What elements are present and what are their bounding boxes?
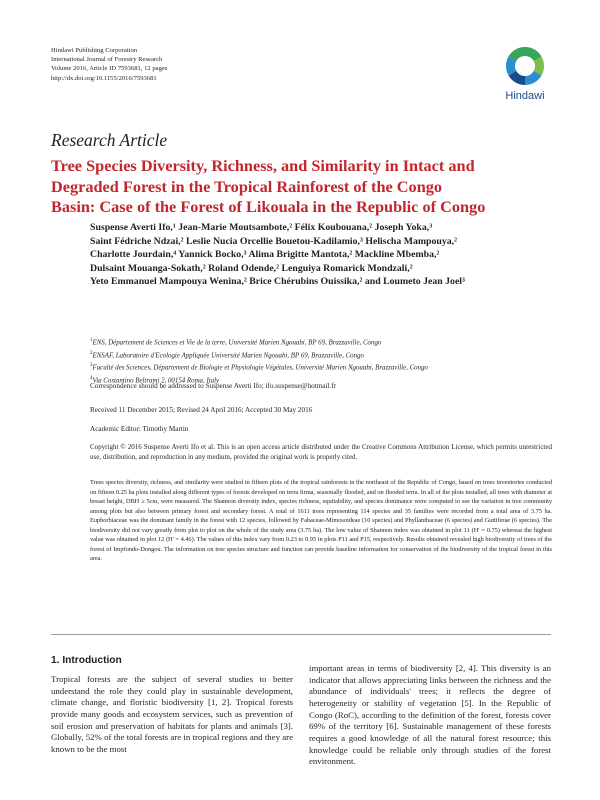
doi-link[interactable]: http://dx.doi.org/10.1155/2016/7593681 — [51, 74, 157, 82]
volume-info: Volume 2016, Article ID 7593681, 12 pages — [51, 65, 168, 73]
abstract: Trees species diversity, richness, and similarity were studied in fifteen plots of the tropical rainforests in the northeast of the Republic of Congo, based on trees inventories conducted on fifteen 0.25 ha plots installed along different types of forests developed on terra firma, seasonally flooded, and on flooded terra. In all of the plots installed, all trees with diameter at breast height, DBH ≥ 5cm, were measured. The Shannon diversity index, species richness, equitability, and species dominance were computed to see the variation in tree community among plots but also between primary forest and secondary forest. A total of 1611 trees representing 114 species and 35 families were recorded from a total area of 3.75 ha. Euphorbiaceae was the dominant family in the forest with 12 species, followed by Fabaceae-Mimosoideae (10 species) and Phyllanthaceae (6 species) and Guttiferae (6 species). The biodiversity did not vary greatly from plot to plot on the whole of the study area (3.75 ha). The low value of Shannon index was obtained in plot 11 (H' = 0.75) whereas the highest value was obtained in plot 12 (H' = 4.46). The values of this index vary from 0.23 to 0.95 in plots P11 and P15, respectively. Results obtained revealed high biodiversity of trees of the forest of Impfondo-Dongou. The information on tree species structure and function can provide baseline information for conservation of the biodiversity of the tropical forest in this area. — [90, 479, 552, 562]
article-dates: Received 11 December 2015; Revised 24 April 2016; Accepted 30 May 2016 — [90, 406, 313, 414]
author-line: Yeto Emmanuel Mampouya Wenina,² Brice Chérubins Ouissika,² and Loumeto Jean Joel³ — [90, 276, 465, 288]
body-text-right-column: important areas in terms of biodiversity [2, 4]. This diversity is an indicator that allows appreciating links between the richness and the abundance of individuals' trees; it reflects the degree of heterogeneity or stability of vegetation [5]. In the Republic of Congo (RoC), according to the definition of the forest, forests cover 69% of the territory [6]. Sustainable management of these forests requires a good knowledge of all the natural forest resource; this knowledge could be reliable only through studies of the forest environment. — [309, 663, 551, 767]
publication-info — [51, 46, 167, 83]
body-text-left-column: Tropical forests are the subject of several studies to better understand the role they could play in sustainable development, climate change, and floristic biodiversity [1, 2]. Tropical forests provide many goods and ecosystem services, such as prevention of soil erosion and preservation of habitats for plants and animals [3]. Globally, 52% of the total forests are in tropical regions and they are known to be the most — [51, 674, 293, 754]
affiliation-item: $^3$Faculté des Sciences, Département de Biologie et Physiologie Végétales, Université Marien Ngouabi, Brazzaville, Congo — [90, 363, 428, 372]
hindawi-logo-icon — [493, 44, 557, 90]
title-line: Basin: Case of the Forest of Likouala in the Republic of Congo — [51, 197, 486, 217]
journal-name: International Journal of Forestry Research — [51, 56, 163, 64]
affiliation-item: $^4$Via Costantino Beltrami 2, 00154 Roma, Italy — [90, 375, 220, 384]
hindawi-logo — [493, 44, 557, 104]
author-line: Saint Fédriche Ndzai,² Leslie Nucia Orcellie Bouetou-Kadilamio,³ Helischa Mampouya,² — [90, 235, 458, 247]
title-line: Tree Species Diversity, Richness, and Similarity in Intact and — [51, 156, 475, 175]
logo-text: Hindawi — [505, 90, 545, 102]
affiliations — [90, 336, 428, 386]
article-type: Research Article — [51, 130, 168, 150]
publisher-name: Hindawi Publishing Corporation — [51, 47, 138, 54]
paper-title — [51, 156, 551, 218]
affiliation-item: $^1$ENS, Département de Sciences et Vie de la terre, Université Marien Ngouabi, BP 69, Brazzaville, Congo — [90, 338, 382, 347]
divider — [51, 634, 551, 635]
author-list — [90, 221, 560, 289]
section-heading: 1. Introduction — [51, 655, 122, 666]
copyright-notice: Copyright © 2016 Suspense Averti Ifo et al. This is an open access article distributed under the Creative Commons Attribution License, which permits unrestricted use, distribution, and reproduction in any medium, provided the original work is properly cited. — [90, 443, 552, 461]
academic-editor: Academic Editor: Timothy Martin — [90, 425, 189, 433]
author-line: Suspense Averti Ifo,¹ Jean-Marie Moutsambote,² Félix Koubouana,² Joseph Yoka,³ — [90, 222, 433, 233]
author-line: Charlotte Jourdain,⁴ Yannick Bocko,³ Alima Brigitte Mantota,² Mackline Mbemba,² — [90, 249, 440, 261]
affiliation-item: $^2$ENSAF, Laboratoire d'Ecologie Appliquée Université Marien Ngouabi, BP 69, Brazzaville, Congo — [90, 350, 364, 359]
correspondence: Correspondence should be addressed to Suspense Averti Ifo; ifo.suspense@hotmail.fr — [90, 382, 337, 390]
title-line: Degraded Forest in the Tropical Rainforest of the Congo — [51, 176, 443, 196]
author-line: Dulsaint Mouanga-Sokath,² Roland Odende,² Lenguiya Romarick Mondzali,² — [90, 262, 413, 274]
